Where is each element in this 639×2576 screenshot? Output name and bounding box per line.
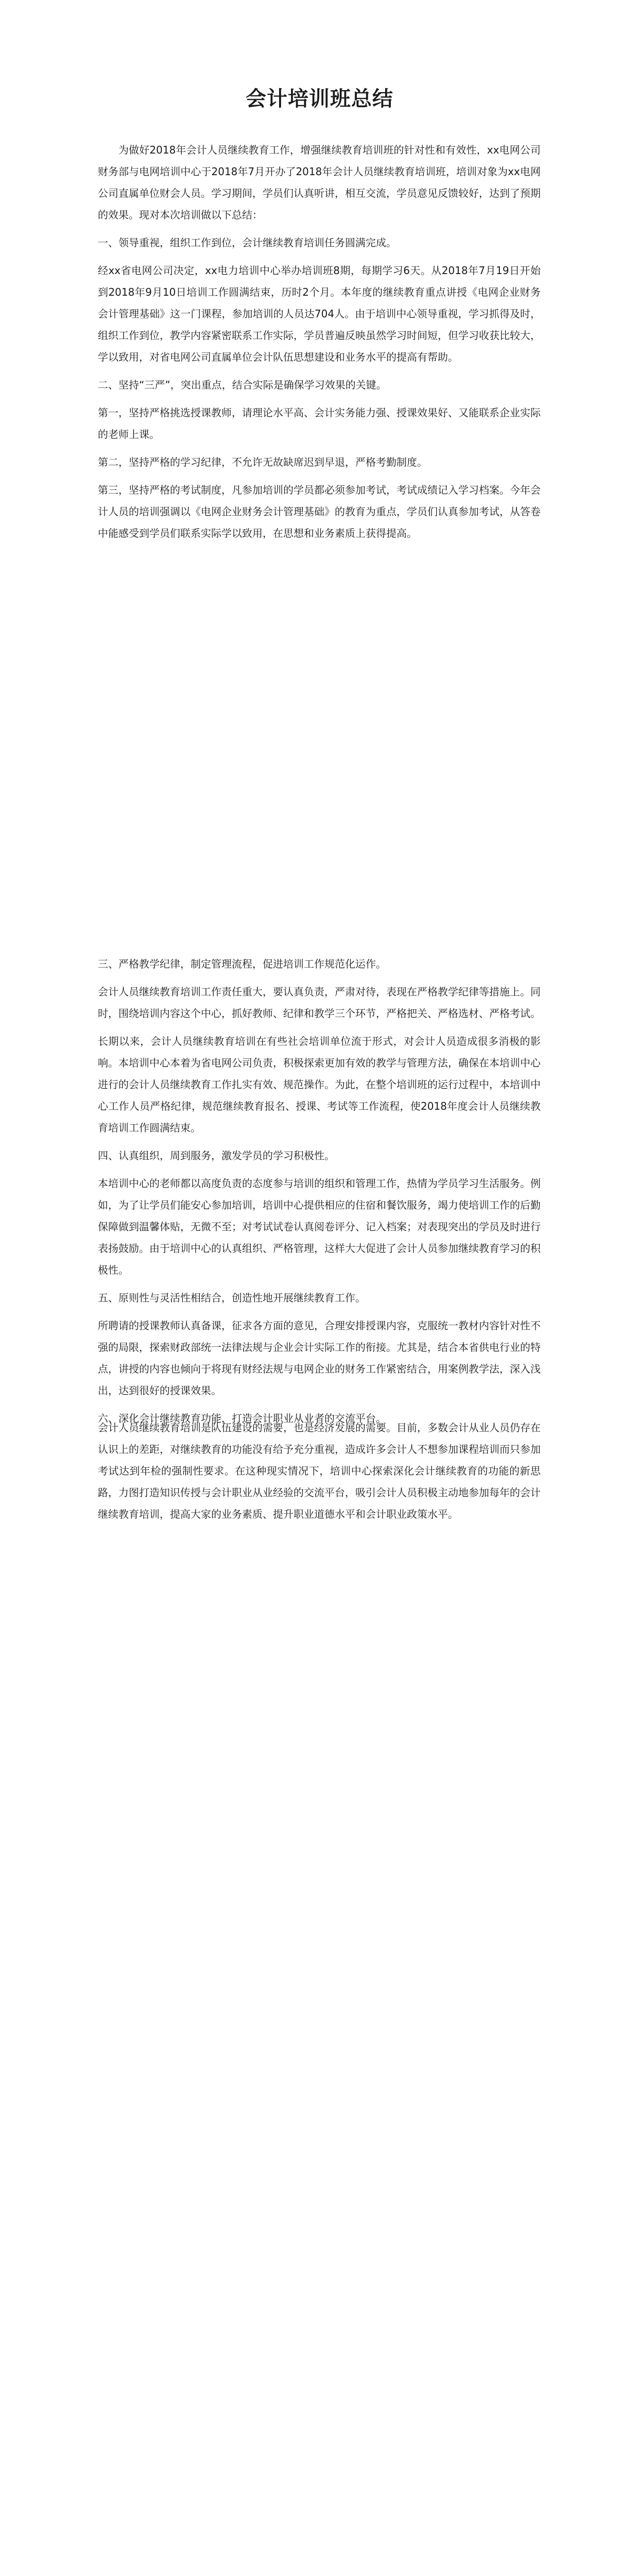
section-heading-5: 五、原则性与灵活性相结合，创造性地开展继续教育工作。 <box>98 1292 366 1304</box>
document-title: 会计培训班总结 <box>246 87 393 111</box>
section-heading-4: 四、认真组织，周到服务，激发学员的学习积极性。 <box>98 1149 335 1162</box>
section-heading-2: 二、坚持“三严”，突出重点，结合实际是确保学习效果的关键。 <box>98 379 387 391</box>
text-block-1 <box>98 139 541 550</box>
intro-paragraph: 为做好2018年会计人员继续教育工作，增强继续教育培训班的针对性和有效性，xx电网公司财务部与电网培训中心于2018年7月开办了2018年会计人员继续教育培训班，培训对象为xx电网公司直属单位财会人员。学习期间，学员们认真听讲，相互交流，学员意见反馈较好，达到了预期的效果。现对本次培训做以下总结： <box>98 144 541 221</box>
paragraph: 本培训中心的老师都以高度负责的态度参与培训的组织和管理工作，热情为学员学习生活服务。例如，为了让学员们能安心参加培训，培训中心提供相应的住宿和餐饮服务，竭力使培训工作的后勤保障做到温馨体贴，无微不至；对考试试卷认真阅卷评分、记入档案；对表现突出的学员及时进行表扬鼓励。由于培训中心的认真组织、严格管理，这样大大促进了会计人员参加继续教育学习的积极性。 <box>98 1177 541 1276</box>
section-heading-6: 六、深化会计继续教育功能，打造会计职业从业者的交流平台。 <box>98 1412 386 1425</box>
closing-paragraph: 会计人员继续教育培训是队伍建设的需要，也是经济发展的需要。目前，多数会计从业人员仍存在认识上的差距，对继续教育的功能没有给予充分重视，造成许多会计人不想参加课程培训而只参加考试达到年检的强制性要求。在这种现实情况下，培训中心探索深化会计继续教育的功能的新思路，力图打造知识传授与会计职业从业经验的交流平台，吸引会计人员积极主动地参加每年的会计继续教育培训，提高大家的业务素质、提升职业道德水平和会计职业政策水平。 <box>98 1421 541 1520</box>
section-heading-1: 一、领导重视，组织工作到位，会计继续教育培训任务圆满完成。 <box>98 236 396 249</box>
text-block-3 <box>98 1417 541 1531</box>
paragraph: 第二，坚持严格的学习纪律，不允许无故缺席迟到早退，严格考勤制度。 <box>98 456 427 468</box>
paragraph: 第三，坚持严格的考试制度，凡参加培训的学员都必须参加考试，考试成绩记入学习档案。今年会计人员的培训强调以《电网企业财务会计管理基础》的教育为重点，学员们认真参加考试，从答卷中能感受到学员们联系实际学以致用，在思想和业务素质上获得提高。 <box>98 484 541 539</box>
section-heading-3: 三、严格教学纪律，制定管理流程，促进培训工作规范化运作。 <box>98 958 386 970</box>
paragraph: 会计人员继续教育培训工作责任重大，要认真负责，严肃对待，表现在严格教学纪律等措施上。同时，围绕培训内容这个中心，抓好教师、纪律和教学三个环节，严格把关、严格选材、严格考试。 <box>98 986 541 1020</box>
text-block-2 <box>98 953 541 1435</box>
paragraph: 长期以来，会计人员继续教育培训在有些社会培训单位流于形式，对会计人员造成很多消极的影响。本培训中心本着为省电网公司负责，积极探索更加有效的教学与管理方法，确保在本培训中心进行的会计人员继续教育工作扎实有效、规范操作。为此，在整个培训班的运行过程中，本培训中心工作人员严格纪律，规范继续教育报名、授课、考试等工作流程，使2018年度会计人员继续教育培训工作圆满结束。 <box>98 1035 541 1134</box>
paragraph: 所聘请的授课教师认真备课，征求各方面的意见，合理安排授课内容，克服统一教材内容针对性不强的局限，探索财政部统一法律法规与企业会计实际工作的衔接。尤其是，结合本省供电行业的特点，讲授的内容也倾向于将现有财经法规与电网企业的财务工作紧密结合，用案例教学法，深入浅出，达到很好的授课效果。 <box>98 1319 541 1397</box>
paragraph: 经xx省电网公司决定，xx电力培训中心举办培训班8期，每期学习6天。从2018年7月19日开始到2018年9月10日培训工作圆满结束，历时2个月。本年度的继续教育重点讲授《电网企业财务会计管理基础》这一门课程，参加培训的人员达704人。由于培训中心领导重视，学习抓得及时，组织工作到位，教学内容紧密联系工作实际，学员普遍反映虽然学习时间短，但学习收获比较大，学以致用，对省电网公司直属单位会计队伍思想建设和业务水平的提高有帮助。 <box>98 264 541 363</box>
paragraph: 第一，坚持严格挑选授课教师，请理论水平高、会计实务能力强、授课效果好、又能联系企业实际的老师上课。 <box>98 406 541 440</box>
